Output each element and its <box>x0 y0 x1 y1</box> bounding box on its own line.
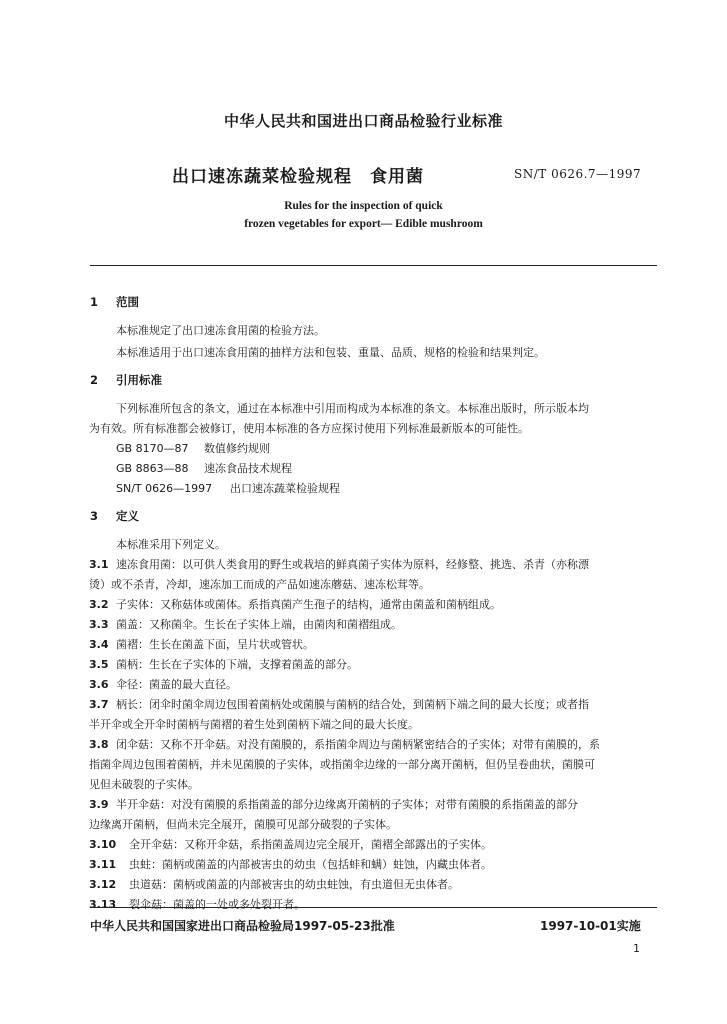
definition-number: 3.12 <box>89 878 117 891</box>
definition-3-4 <box>89 636 314 652</box>
definition-3-13 <box>89 896 305 912</box>
definition-3-11 <box>89 856 492 872</box>
definition-3-5 <box>89 656 358 672</box>
definition-continuation: 见但未破裂的子实体。 <box>89 778 199 791</box>
reference-code: GB 8863—88 <box>116 462 189 475</box>
section-3-intro: 本标准采用下列定义。 <box>116 538 226 551</box>
definition-text: 速冻食用菌：以可供人类食用的野生或栽培的鲜真菌子实体为原料，经修整、挑选、杀青（亦称漂 <box>116 558 589 571</box>
definition-3-7 <box>89 696 589 712</box>
definition-3-1 <box>89 556 589 572</box>
reference-name: 出口速冻蔬菜检验规程 <box>230 482 340 495</box>
definition-3-12 <box>89 876 459 892</box>
reference-code: SN/T 0626—1997 <box>116 482 213 495</box>
definition-continuation: 边缘离开菌柄，但尚未完全展开，菌膜可见部分破裂的子实体。 <box>89 818 397 831</box>
definition-text: 菌褶：生长在菌盖下面，呈片状或管状。 <box>116 638 314 651</box>
section-title: 定义 <box>116 509 139 523</box>
definition-number: 3.13 <box>89 898 117 911</box>
definition-3-8 <box>89 736 600 752</box>
section-1-paragraph-2: 本标准适用于出口速冻食用菌的抽样方法和包装、重量、品质、规格的检验和结果判定。 <box>116 346 545 359</box>
definition-text: 菌柄：生长在子实体的下端，支撑着菌盖的部分。 <box>116 658 358 671</box>
section-2-paragraph-1-cont: 为有效。所有标准都会被修订，使用本标准的各方应探讨使用下列标准最新版本的可能性。 <box>89 422 529 435</box>
definition-text: 虫道菇：菌柄或菌盖的内部被害虫的幼虫蛀蚀，有虫道但无虫体者。 <box>129 878 459 891</box>
reference-code: GB 8170—87 <box>116 442 189 455</box>
reference-name: 速冻食品技术规程 <box>204 462 292 475</box>
reference-item <box>116 480 340 496</box>
standard-code: SN/T 0626.7—1997 <box>514 167 642 181</box>
page-number: 1 <box>633 942 640 955</box>
definition-text: 半开伞菇：对没有菌膜的系指菌盖的部分边缘离开菌柄的子实体；对带有菌膜的系指菌盖的部分 <box>116 798 578 811</box>
reference-item <box>116 460 292 476</box>
section-1-heading <box>90 294 139 310</box>
section-2-paragraph-1: 下列标准所包含的条文，通过在本标准中引用而构成为本标准的条文。本标准出版时，所示版本均 <box>116 402 589 415</box>
definition-number: 3.1 <box>89 558 109 571</box>
definition-number: 3.5 <box>89 658 109 671</box>
header-divider <box>90 265 657 266</box>
definition-text: 裂伞菇：菌盖的一处或多处裂开者。 <box>129 898 305 911</box>
reference-item <box>116 440 270 456</box>
section-title: 范围 <box>116 295 139 309</box>
reference-name: 数值修约规则 <box>204 442 270 455</box>
section-title: 引用标准 <box>116 373 162 387</box>
section-1-paragraph-1: 本标准规定了出口速冻食用菌的检验方法。 <box>116 324 325 337</box>
section-3-heading <box>90 508 139 524</box>
definition-text: 柄长：闭伞时菌伞周边包围着菌柄处或菌膜与菌柄的结合处，到菌柄下端之间的最大长度；或者指 <box>116 698 589 711</box>
definition-text: 虫蛀：菌柄或菌盖的内部被害虫的幼虫（包括蚌和螨）蛀蚀，内藏虫体者。 <box>129 858 492 871</box>
section-2-heading <box>90 372 162 388</box>
issuing-authority: 中华人民共和国进出口商品检验行业标准 <box>223 112 503 130</box>
definition-3-3 <box>89 616 402 632</box>
definition-number: 3.10 <box>89 838 117 851</box>
definition-number: 3.9 <box>89 798 109 811</box>
definition-text: 菌盖：又称菌伞。生长在子实体上端，由菌肉和菌褶组成。 <box>116 618 402 631</box>
section-number: 1 <box>90 295 99 309</box>
definition-text: 闭伞菇：又称不开伞菇。对没有菌膜的，系指菌伞周边与菌柄紧密结合的子实体；对带有菌膜的，系 <box>116 738 600 751</box>
footer-divider <box>90 907 657 908</box>
definition-continuation: 指菌伞周边包围着菌柄，并未见菌膜的子实体，或指菌伞边缘的一部分离开菌柄，但仍呈卷曲状，菌膜可 <box>89 758 595 771</box>
definition-text: 伞径：菌盖的最大直径。 <box>116 678 237 691</box>
definition-3-9 <box>89 796 578 812</box>
definition-continuation: 半开伞或全开伞时菌柄与菌褶的着生处到菌柄下端之间的最大长度。 <box>89 718 419 731</box>
definition-number: 3.7 <box>89 698 109 711</box>
definition-number: 3.2 <box>89 598 109 611</box>
definition-number: 3.4 <box>89 638 109 651</box>
definition-continuation: 烫）或不杀青，冷却，速冻加工而成的产品如速冻蘑菇、速冻松茸等。 <box>89 578 430 591</box>
section-number: 3 <box>90 509 99 523</box>
definition-3-2 <box>89 596 501 612</box>
section-number: 2 <box>90 373 99 387</box>
effective-date: 1997-10-01实施 <box>540 919 641 933</box>
definition-3-6 <box>89 676 237 692</box>
document-title-en-line2: frozen vegetables for export— Edible mushroom <box>244 218 483 230</box>
document-title-en-line1: Rules for the inspection of quick <box>284 200 443 212</box>
definition-number: 3.3 <box>89 618 109 631</box>
approval-statement: 中华人民共和国国家进出口商品检验局1997-05-23批准 <box>90 919 395 933</box>
document-title-cn: 出口速冻蔬菜检验规程 食用菌 <box>172 167 424 187</box>
definition-number: 3.8 <box>89 738 109 751</box>
definition-3-10 <box>89 836 492 852</box>
definition-text: 子实体：又称菇体或菌体。系指真菌产生孢子的结构，通常由菌盖和菌柄组成。 <box>116 598 501 611</box>
definition-number: 3.6 <box>89 678 109 691</box>
definition-text: 全开伞菇：又称开伞菇，系指菌盖周边完全展开，菌褶全部露出的子实体。 <box>129 838 492 851</box>
definition-number: 3.11 <box>89 858 117 871</box>
